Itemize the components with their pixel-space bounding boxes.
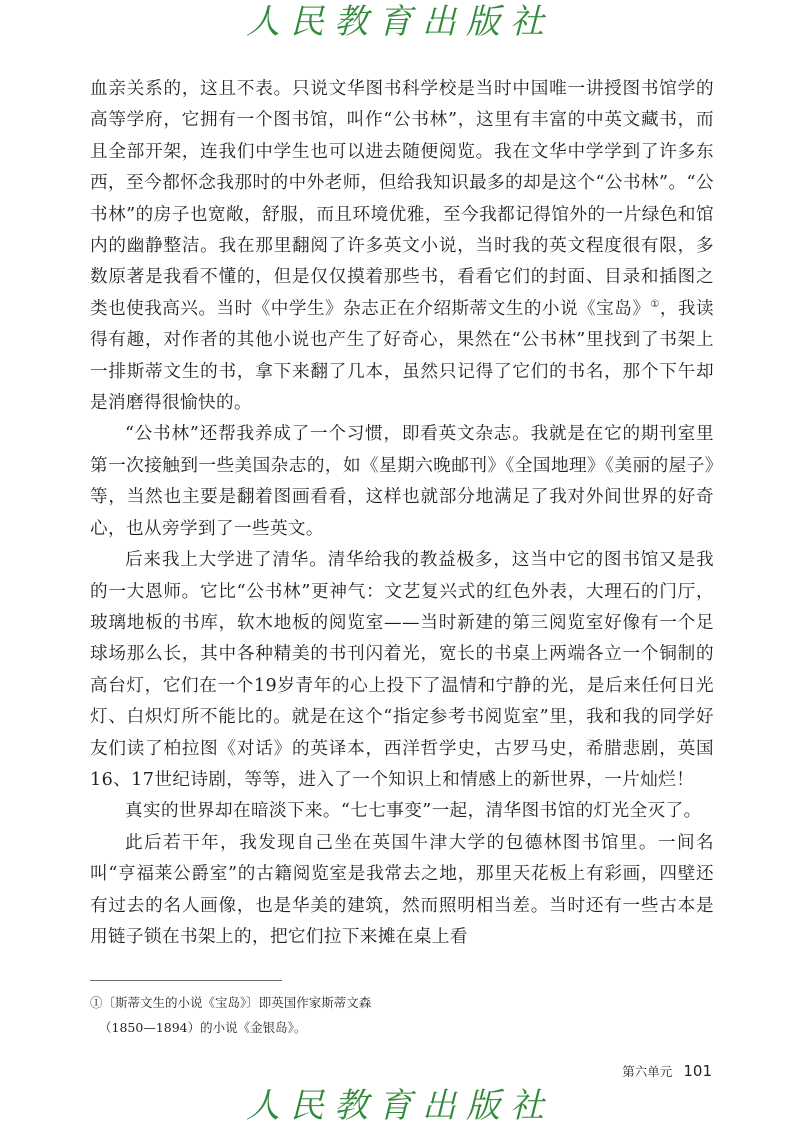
publisher-logo-bottom: 人民教育出版社 — [246, 1086, 554, 1126]
footnote-marker[interactable]: ① — [650, 298, 660, 310]
footnote-divider — [90, 980, 282, 981]
footnote-line-1: ①〔斯蒂文生的小说《宝岛》〕即英国作家斯蒂文森 — [90, 995, 372, 1010]
page-number: 101 — [683, 1062, 712, 1080]
paragraph-4: 真实的世界却在暗淡下来。“七七事变”一起，清华图书馆的灯光全灭了。 — [125, 801, 702, 822]
footnote-line-2: （1850—1894）的小说《金银岛》。 — [99, 1020, 307, 1035]
paragraph-1-text: 血亲关系的，这且不表。只说文华图书科学校是当时中国唯一讲授图书馆学的高等学府，它拥有一个图书馆，叫作“公书林”，这里有丰富的中英文藏书，而且全部开架，连我们中学生也可以进去随便阅览。我在文华中学学到了许多东西，至今都怀念我那时的中外老师，但给我知识最多的却是这个“公书林”。“公书林”的房子也宽敞，舒服，而且环境优雅，至今我都记得馆外的一片绿色和馆内的幽静整洁。我在那里翻阅了许多英文小说，当时我的英文程度很有限，多数原著是我看不懂的，但是仅仅摸着那些书，看看它们的封面、目录和插图之类也使我高兴。当时《中学生》杂志正在介绍斯蒂文生的小说《宝岛》 — [90, 79, 714, 319]
unit-label: 第六单元 — [622, 1064, 673, 1079]
paragraph-2: “公书林”还帮我养成了一个习惯，即看英文杂志。我就是在它的期刊室里第一次接触到一些美国杂志的，如《星期六晚邮刊》《全国地理》《美丽的屋子》等，当然也主要是翻着图画看看，这样也就部分地满足了我对外间世界的好奇心，也从旁学到了一些英文。 — [90, 424, 714, 539]
paragraph-5: 此后若干年，我发现自己坐在英国牛津大学的包德林图书馆里。一间名叫“亨福莱公爵室”的古籍阅览室是我常去之地，那里天花板上有彩画，四壁还有过去的名人画像，也是华美的建筑，然而照明相当差。当时还有一些古本是用链子锁在书架上的，把它们拉下来摊在桌上看 — [90, 832, 714, 947]
page-footer — [622, 1061, 712, 1080]
publisher-logo-top: 人民教育出版社 — [246, 2, 554, 42]
footnote — [90, 990, 490, 1040]
paragraph-1-text-continued: ，我读得有趣，对作者的其他小说也产生了好奇心，果然在“公书林”里找到了书架上一排斯蒂文生的书，拿下来翻了几本，虽然只记得了它们的书名，那个下午却是消磨得很愉快的。 — [90, 298, 714, 414]
paragraph-3: 后来我上大学进了清华。清华给我的教益极多，这当中它的图书馆又是我的一大恩师。它比“公书林”更神气：文艺复兴式的红色外表，大理石的门厅，玻璃地板的书库，软木地板的阅览室——当时新建的第三阅览室好像有一个足球场那么长，其中各种精美的书刊闪着光，宽长的书桌上两端各立一个铜制的高台灯，它们在一个19岁青年的心上投下了温情和宁静的光，是后来任何日光灯、白炽灯所不能比的。就是在这个“指定参考书阅览室”里，我和我的同学好友们读了柏拉图《对话》的英译本，西洋哲学史，古罗马史，希腊悲剧，英国16、17世纪诗剧，等等，进入了一个知识上和情感上的新世界，一片灿烂！ — [90, 550, 714, 790]
article-body — [90, 74, 714, 953]
paragraph-1 — [90, 74, 714, 419]
